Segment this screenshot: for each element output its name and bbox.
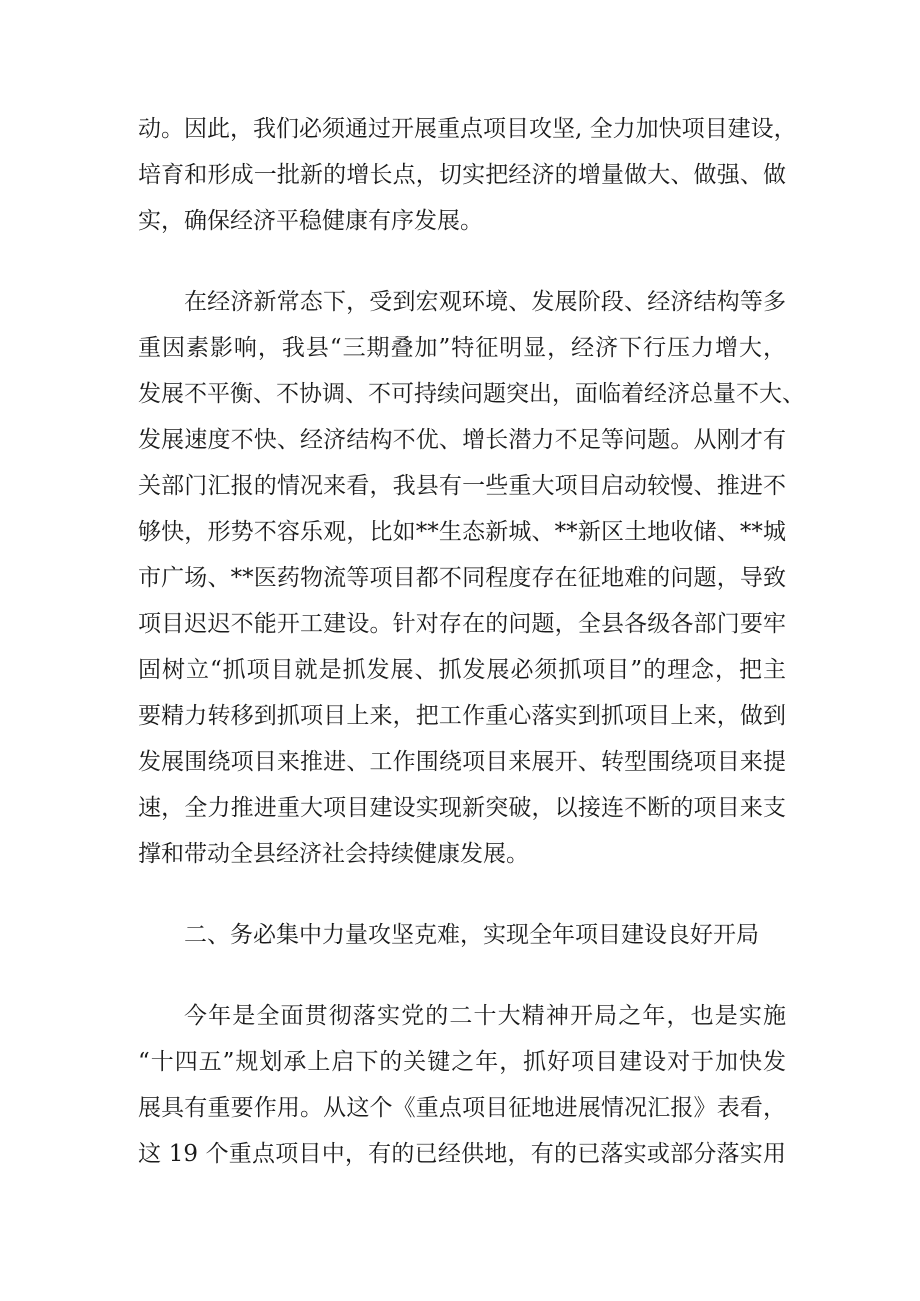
paragraph-2-line-2: 重因素影响，我县“三期叠加”特征明显，经济下行压力增大， (138, 335, 786, 361)
paragraph-2-line-6: 够快，形势不容乐观，比如**生态新城、**新区土地收储、**城 (138, 519, 786, 545)
paragraph-1-line-1: 动。因此，我们必须通过开展重点项目攻坚, 全力加快项目建设， (138, 116, 797, 142)
paragraph-2-line-3: 发展不平衡、不协调、不可持续问题突出，面临着经济总量不大、 (138, 381, 805, 407)
paragraph-2-line-12: 速，全力推进重大项目建设实现新突破，以接连不断的项目来支 (138, 795, 786, 821)
paragraph-2-line-11: 发展围绕项目来推进、工作围绕项目来展开、转型围绕项目来提 (138, 749, 786, 775)
paragraph-3-line-3: 展具有重要作用。从这个《重点项目征地进展情况汇报》表看， (138, 1095, 786, 1121)
paragraph-2-line-9: 固树立“抓项目就是抓发展、抓发展必须抓项目”的理念，把主 (138, 657, 786, 683)
paragraph-1-line-3: 实，确保经济平稳健康有序发展。 (138, 208, 483, 234)
paragraph-2-line-13: 撑和带动全县经济社会持续健康发展。 (138, 841, 529, 867)
paragraph-2-line-8: 项目迟迟不能开工建设。针对存在的问题，全县各级各部门要牢 (138, 611, 786, 637)
paragraph-2-line-1: 在经济新常态下，受到宏观环境、发展阶段、经济结构等多 (184, 289, 786, 315)
paragraph-3-line-2: “十四五”规划承上启下的关键之年，抓好项目建设对于加快发 (138, 1049, 786, 1075)
paragraph-2-line-7: 市广场、**医药物流等项目都不同程度存在征地难的问题，导致 (138, 565, 786, 591)
section-heading: 二、务必集中力量攻坚克难，实现全年项目建设良好开局 (184, 922, 759, 948)
paragraph-3-line-4: 这 19 个重点项目中，有的已经供地，有的已落实或部分落实用 (138, 1141, 786, 1167)
paragraph-2-line-5: 关部门汇报的情况来看，我县有一些重大项目启动较慢、推进不 (138, 473, 786, 499)
paragraph-2-line-10: 要精力转移到抓项目上来，把工作重心落实到抓项目上来，做到 (138, 703, 786, 729)
paragraph-2-line-4: 发展速度不快、经济结构不优、增长潜力不足等问题。从刚才有 (138, 427, 786, 453)
paragraph-3-line-1: 今年是全面贯彻落实党的二十大精神开局之年，也是实施 (184, 1003, 786, 1029)
paragraph-1-line-2: 培育和形成一批新的增长点，切实把经济的增量做大、做强、做 (138, 162, 786, 188)
